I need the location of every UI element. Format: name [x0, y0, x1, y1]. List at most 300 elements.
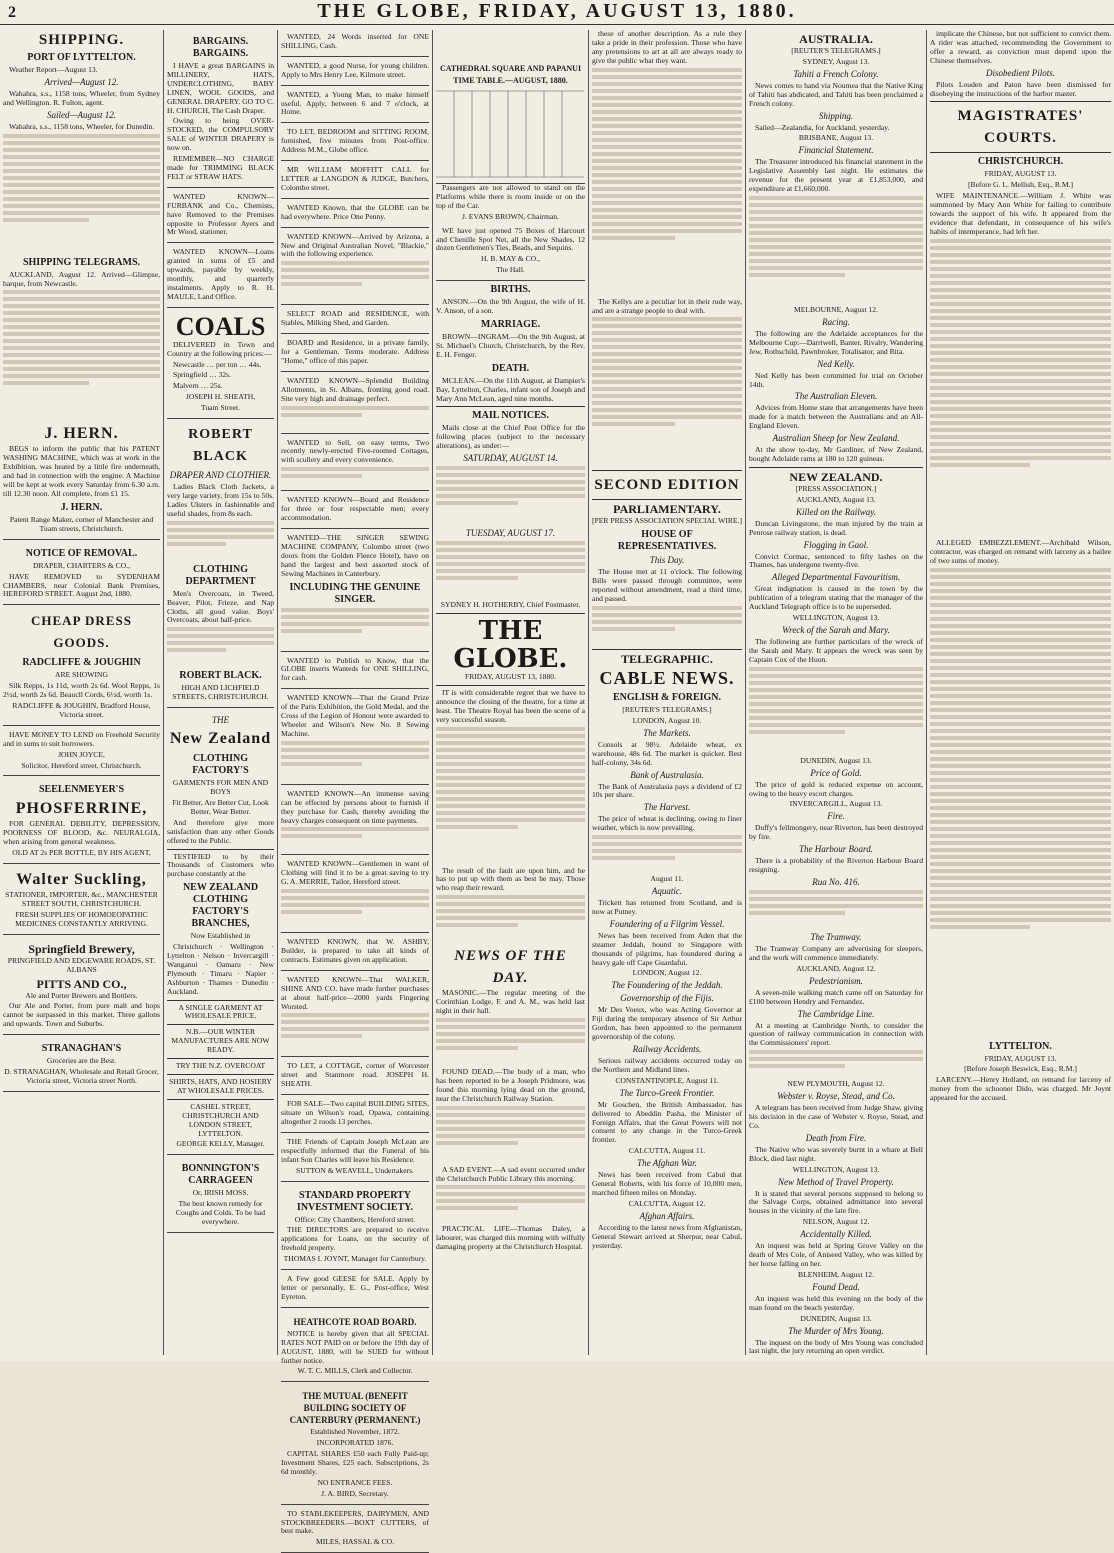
phosferrine-text: FOR GENERAL DEBILITY, DEPRESSION, POORNESS OF BLOOD, &c. NEURALGIA, when arising from general weakness. [3, 819, 160, 847]
wreck-heading: Wreck of the Sarah and Mary. [782, 625, 890, 635]
divider [167, 1074, 274, 1075]
wanted-text: WANTED KNOWN—That the Grand Prize of the Paris Exhibition, the Gold Medal, and the Cross of the Legion of Honour were awarded to Wheeler and Wilson's New No. 8 Sewing Machine. [281, 693, 429, 738]
wanted-text-block [281, 1013, 429, 1053]
coals-name: JOSEPH H. SHEATH, [185, 392, 256, 402]
turco-text: Mr Goschen, the British Ambassador, has delivered to Abeddin Pasha, the Minister of Foreign Affairs, that the Great Powers will not consent to any change in the Turco-Greek frontier. [592, 1099, 742, 1145]
wanted-text: WANTED KNOWN, that W. ASHBY, Builder, is prepared to take all kinds of contracts. Estimates given on application. [281, 937, 429, 964]
cambridge-heading: The Cambridge Line. [797, 1008, 875, 1019]
bonnington-sub: Or, IRISH MOSS. [192, 1188, 249, 1198]
wanted-ad [167, 190, 274, 244]
killed-text: Duncan Livingstone, the man injured by the train at Penrose railway station, is dead. [749, 518, 923, 537]
hern-heading: J. HERN. [44, 425, 119, 443]
money-name: JOHN JOYCE, [58, 749, 105, 759]
pilgrim-heading: Foundering of a Filgrim Vessel. [609, 918, 725, 929]
wanted-text: WANTED KNOWN—Splendid Building Allotments, in St. Albans, fronting good road. Site very high and drainage perfect. [281, 375, 429, 403]
divider [167, 1058, 274, 1059]
funeral-ad [281, 1135, 429, 1182]
suckling-sub: STATIONER, IMPORTER, &c., MANCHESTER STREET SOUTH, CHRISTCHURCH. [5, 890, 158, 908]
coals-ad [167, 310, 274, 419]
found-text: An inquest was held this evening on the body of the man found on the beach yesterday. [749, 1293, 923, 1312]
nz-sub: CLOTHING FACTORY'S [192, 753, 249, 777]
news-text: FOUND DEAD.—The body of a man, who has been reported to be a Joseph Pridmore, was found this morning lying dead on the ground, near the Christchurch Railway Station. [436, 1067, 585, 1103]
murder-text: The inquest on the body of Mrs Young was concluded last night, the jury returning an open verdict. [749, 1337, 923, 1356]
alleged-heading: Alleged Departmental Favouritism. [771, 572, 901, 583]
nz-testified: TESTIFIED to by their Thousands of Customers who purchase constantly at the [167, 851, 274, 879]
house-day: This Day. [649, 555, 685, 566]
wanted-text: WANTED KNOWN—Loans granted in sums of £5 and upwards, payable by weekly, monthly, and quarterly instalments. Apply to R. H. MAULE, Land Office. [167, 247, 274, 301]
dateline: NELSON, August 12. [802, 1217, 870, 1227]
news-text-block [436, 1185, 585, 1225]
cashel-text: CASHEL STREET, CHRISTCHURCH AND LONDON STREET, LYTTELTON. [182, 1101, 259, 1138]
rua-text-block [749, 890, 923, 930]
house-heading: HOUSE OF REPRESENTATIVES. [617, 529, 717, 553]
fire-text: Duffy's fellmongery, near Riverton, has been destroyed by fire. [749, 823, 923, 842]
dairy-text: TO STABLEKEEPERS, DAIRYMEN, AND STOCKBREEDERS.—BOXT CUTTERS, of best make. [281, 1508, 429, 1536]
wanted-ad [281, 201, 429, 228]
stranaghan-heading: STRANAGHAN'S [41, 1043, 122, 1055]
divider [930, 152, 1111, 153]
press-note: [PRESS ASSOCIATION.] [795, 483, 877, 493]
article-text-block [592, 68, 742, 298]
wanted-ad [281, 336, 429, 372]
funeral-text: THE Friends of Captain Joseph McLean are respectfully informed that the Funeral of his infant Son Charles will leave his Residence. [281, 1136, 429, 1164]
flogging-heading: Flogging in Gaol. [803, 539, 869, 550]
magistrates-heading: MAGISTRATES' COURTS. [957, 108, 1084, 147]
sailed-heading: Sailed—August 12. [47, 109, 116, 120]
hern-heading-2: J. HERN. [60, 501, 103, 513]
kelly-heading: Ned Kelly. [817, 358, 855, 369]
reuter-note: [REUTER'S TELEGRAMS.] [791, 46, 881, 55]
reuter-note: [REUTER'S TELEGRAMS.] [622, 704, 712, 714]
bargains-text: I HAVE a great BARGAINS in MILLINERY, HATS, UNDERCLOTHING, BABY LINEN, WOOL GOODS, and GENERAL DRAPERY. GO TO C. H. CHURCH, The Cash Draper. [167, 61, 274, 115]
death-text: MCLEAN.—On the 11th August, at Dampier's Bay, Lyttelton, Charles, infant son of Joseph and Mary Ann McLean, aged nine months. [436, 375, 585, 403]
singer-heading: INCLUDING THE GENUINE SINGER. [289, 581, 421, 605]
wanted-text: TO LET, a COTTAGE, corner of Worcester street and Stanmore road. JOSEPH H. SHEATH. [281, 1061, 429, 1089]
wanted-ad [281, 59, 429, 86]
shipping-text: Sailed—Zealandia, for Auckland, yesterday. [755, 122, 890, 132]
coals-text: DELIVERED in Town and Country at the following prices:— [167, 339, 274, 358]
hern-ad [3, 420, 160, 539]
afghan-text: News has been received from Cabul that General Roberts, with his force of 10,000 men, marched fifteen miles on Monday. [592, 1170, 742, 1197]
seelenmeyer-heading: SEELENMEYER'S [38, 784, 125, 796]
markets-text: Consols at 98½. Adelaide wheat, ex warehouse, 48s 6d. The market is quicker. Best half-colony, 34s 6d. [592, 739, 742, 767]
method-text: It is stated that several persons supposed to belong to the Salvage Corps, obtained admittance into several houses in the vicinity of the late fire. [749, 1188, 923, 1216]
eleven-heading: The Australian Eleven. [794, 391, 878, 402]
tramway-text: The Tramway Company are advertising for sleepers, and the work will commence immediately. [749, 943, 923, 962]
wanted-text-block [281, 467, 429, 487]
wanted-text: WANTED KNOWN—Arrived by Arizona, a New and Original Australian Novel, "Blackie," with the following experience. [281, 231, 429, 259]
news-heading: NEWS OF THE DAY. [454, 948, 567, 987]
wanted-ad [281, 163, 429, 199]
court-text-block [930, 239, 1111, 539]
page-number: 2 [8, 4, 16, 21]
financial-heading: Financial Statement. [798, 145, 874, 156]
accident-text: An inquest was held at Spring Grove Valley on the death of Mrs Cole, of Aniseed Valley, who was killed by her horse falling on her. [749, 1241, 923, 1268]
clothing-heading: CLOTHING DEPARTMENT [185, 563, 256, 587]
dateline: LONDON, August 12. [632, 968, 702, 978]
dateline: WELLINGTON, August 13. [792, 613, 880, 623]
society-text: THE DIRECTORS are prepared to receive applications for Loans, on the security of freehold property. [281, 1225, 429, 1253]
wanted-ad [281, 125, 429, 161]
wanted-text: WANTED KNOWN—An immense saving can be effected by persons about to furnish if they purchase for Cash, thereby avoiding the heavy charges consequent on time payments. [281, 788, 429, 825]
shipping-heading: Shipping. [818, 110, 854, 121]
wanted-text: WANTED to Publish to Know, that the GLOBE inserts Wanteds for ONE SHILLING, for cash. [281, 655, 429, 683]
wanted-ad [281, 436, 429, 492]
wanted-text: WANTED KNOWN—Gentlemen in want of Clothing will find it to be a great saving to try G. A. MERRIE, Tailor, Hereford street. [281, 859, 429, 887]
money-ad [3, 728, 160, 777]
column-2 [164, 30, 277, 1355]
dateline: BLENHEIM, August 12. [798, 1269, 874, 1279]
suckling-text: FRESH SUPPLIES OF HOMOEOPATHIC MEDICINES CONSTANTLY ARRIVING. [15, 909, 148, 928]
hall-ad [436, 224, 585, 282]
divider [930, 101, 1111, 102]
mutual-text: CAPITAL SHARES £50 each Fully Paid-up; Investment Shares, £25 each. Subscriptions, 2s 6d monthly. [281, 1449, 429, 1476]
eleven-text: Advices from Home state that arrangements have been made for a match between the Australians and an All-England Eleven. [749, 403, 923, 431]
removal-ad [3, 542, 160, 606]
murder-heading: The Murder of Mrs Young. [788, 1325, 884, 1336]
society-address: Office: City Chambers, Hereford street. [294, 1214, 416, 1224]
wanted-ad [281, 230, 429, 306]
divider [592, 649, 742, 650]
new-zealand-heading: NEW ZEALAND. [789, 469, 883, 484]
racing-text: The following are the Adelaide acceptances for the Melbourne Cup:—Darriwell, Banter, Rivalry, Wandering Jew, Rothschild, Pawnbroker, Totalisator, and Rita. [749, 328, 923, 356]
wanted-text-block [281, 406, 429, 430]
column-7 [927, 30, 1114, 1355]
manager-text: GEORGE KELLY, Manager. [176, 1139, 265, 1149]
phosferrine-heading: PHOSFERRINE, [15, 800, 148, 818]
black-ad [167, 421, 274, 708]
black-text-block [167, 521, 274, 561]
telegrams-heading: SHIPPING TELEGRAMS. [22, 256, 141, 268]
radcliffe-heading: RADCLIFFE & JOUGHIN [22, 657, 141, 669]
births-text: ANSON.—On the 9th August, the wife of H. V. Anson, of a son. [436, 297, 585, 316]
cambridge-text-block [749, 1050, 923, 1080]
brewery-sub: PRINGFIELD AND EDGEWARE ROADS, ST. ALBANS [7, 955, 156, 974]
leader-text: The result of the fault are upon him, and he has to put up with them as best he may. Those who reap their reward. [436, 865, 585, 893]
parliamentary-heading: PARLIAMENTARY. [613, 502, 721, 517]
death-fire-heading: Death from Fire. [805, 1132, 867, 1143]
cambridge-text: At a meeting at Cambridge North, to consider the question of railway communication in connection with the Commissioners' report. [749, 1020, 923, 1048]
harvest-text-block [592, 835, 742, 875]
time-table-grid [436, 89, 584, 179]
sheep-heading: Australian Sheep for New Zealand. [772, 433, 900, 444]
gold-text: The price of gold is reduced expense on account, owing to the heavy escort charges. [749, 779, 923, 798]
single-heading: A SINGLE GARMENT AT WHOLESALE PRICE. [178, 1002, 263, 1021]
news-text-block [436, 1106, 585, 1166]
wanted-ad [167, 245, 274, 307]
telegrams-text: AUCKLAND, August 12. Arrived—Glimpse, barque, from Newcastle. [3, 269, 160, 288]
court-text: WIFE MAINTENANCE.—William J. White was summoned by Mary Ann White for failing to contribute towards the support of his wife. It appeared from the evidence that defendant, in consequence of his wife's habits of intemperance, had left her. [930, 191, 1111, 236]
wanted-ad [281, 531, 429, 652]
coals-heading: COALS [175, 311, 266, 341]
wanted-text: WANTED, a Young Man, to make himself useful. Apply, between 6 and 7 o'clock, at Home. [281, 89, 429, 117]
mail-tuesday: TUESDAY, AUGUST 17. [465, 528, 556, 539]
radcliffe-address: RADCLIFFE & JOUGHIN, Bradford House, Victoria street. [12, 701, 151, 719]
mail-signature: SYDNEY H. HOTHERBY, Chief Postmaster. [440, 600, 581, 610]
aquatic-heading: Aquatic. [651, 886, 683, 897]
wanted-text-block [281, 889, 429, 929]
article-text: these of another description. As a rule they take a pride in their profession. Those who have any pretensions to art at all are always ready to give the public what they want. [592, 29, 742, 65]
heathcote-clerk: W. T. C. MILLS, Clerk and Collector. [297, 1366, 413, 1376]
time-table-title: CATHEDRAL SQUARE AND PAPANUI TIME TABLE.—AUGUST, 1880. [439, 64, 582, 85]
financial-text-block [749, 196, 923, 306]
dateline: August 11. [650, 874, 684, 884]
heathcote-ad [281, 1310, 429, 1383]
nz-the: THE [211, 715, 229, 726]
court-text: LARCENY.—Henry Holland, on remand for larceny of money from the schooner Dido, was charged. Mr Joynt appeared for the accused. [930, 1075, 1111, 1103]
dateline: CALCUTTA, August 12. [628, 1198, 706, 1208]
births-heading: BIRTHS. [490, 284, 531, 296]
marriage-text: BROWN—INGRAM.—On the 9th August, at St. Michael's Church, Christchurch, by the Rev. E. H. Fenger. [436, 331, 585, 359]
weather-report: Weather Report—August 13. [9, 65, 98, 74]
fiji-heading: Governorship of the Fijis. [620, 993, 714, 1004]
hall-text: WE have just opened 75 Boxes of Harcourt and Chenille Spot Net, all the New Shades, 12 dozen Gentlemen's Ties, Beads, and Sequins. [436, 225, 585, 253]
found-heading: Found Dead. [812, 1281, 860, 1292]
time-table-signature: J. EVANS BROWN, Chairman. [462, 211, 559, 221]
brewery-heading: Springfield Brewery, [28, 941, 135, 956]
dateline: DUNEDIN, August 13. [800, 755, 872, 765]
telegrams-text-block [3, 290, 160, 420]
nz-clothing-ad [167, 710, 274, 1155]
heathcote-heading: HEATHCOTE ROAD BOARD. [293, 1316, 417, 1327]
phosferrine-price: OLD AT 2s PER BOTTLE, BY HIS AGENT, [12, 848, 151, 858]
divider [436, 685, 585, 686]
wanted-text: MR WILLIAM MOFFITT CALL for LETTER at LANGDON & JUDGE, Butchers, Colombo street. [281, 165, 429, 192]
dateline: BRISBANE, August 13. [798, 133, 874, 143]
heathcote-text: NOTICE is hereby given that all SPECIAL RATES NOT PAID on or before the 19th day of AUGUST, 1880, will be SUED for without further notice. [281, 1328, 429, 1365]
dateline: CALCUTTA, August 11. [628, 1146, 706, 1156]
news-text: A SAD EVENT.—A sad event occurred under the Christchurch Public Library this morning. [436, 1164, 585, 1183]
dateline: AUCKLAND, August 12. [796, 963, 876, 973]
bonnington-ad [167, 1157, 274, 1233]
wanted-text: WANTED KNOWN—FURBANK and Co., Chemists, have Removed to the Premises opposite to Professor Ayers and Mr Wood, stationer. [167, 191, 274, 237]
coal-price: Malvern … 25s. [173, 381, 223, 391]
black-text: Ladies Black Cloth Jackets, a very large variety, from 15s to 50s. Ladies Ulsters in fashionable and useful shades, from 8s each. [167, 482, 274, 518]
mail-text: Mails close at the Chief Post Office for the following places (subject to the necessary alterations), as under:— [436, 423, 585, 451]
cheap-heading: CHEAP DRESS GOODS. [31, 613, 132, 651]
webster-text: A telegram has been received from Judge Shaw, giving his decision in the case of Webster v. Royse, Stead, and Co. [749, 1103, 923, 1130]
dateline: MELBOURNE, August 12. [794, 304, 878, 314]
dateline: INVERCARGILL, August 13. [789, 799, 883, 809]
aquatic-text: Trickett has returned from Scotland, and is now at Putney. [592, 898, 742, 916]
mutual-ad [281, 1384, 429, 1504]
hern-text: BEGS to inform the public that his PATENT WASHING MACHINE, which was at work in the Exhibition, was heated by a little fire underneath, and had in connection with the engine. A Machine will be kept at work every Saturday from 6.30 a.m. till 12.30 noon. All complete, from £1 15. [3, 444, 160, 498]
wanted-text: WANTED KNOWN—Board and Residence for three or four respectable men; every accommodation. [281, 495, 429, 523]
money-address: Solicitor, Hereford street, Christchurch. [21, 760, 142, 770]
column-5 [589, 30, 745, 1355]
australia-heading: AUSTRALIA. [799, 32, 873, 46]
court-text: ALLEGED EMBEZZLEMENT.—Archibald Wilson, contractor, was charged on remand with larceny as a bailee of two sums of money. [930, 537, 1111, 565]
globe-date: FRIDAY, AUGUST 13, 1880. [464, 672, 556, 682]
divider [749, 467, 923, 468]
dateline: NEW PLYMOUTH, August 12. [787, 1079, 885, 1089]
afghan2-heading: Afghan Affairs. [639, 1210, 695, 1221]
society-secretary: THOMAS I. JOYNT, Manager for Canterbury. [283, 1254, 427, 1264]
removal-text: HAVE REMOVED to SYDENHAM CHAMBERS, near Colonial Bank Premises, HEREFORD STREET. August 2nd, 1880. [3, 571, 160, 599]
dateline: WELLINGTON, August 13. [792, 1164, 880, 1174]
geese-ad [281, 1272, 429, 1308]
shirts-text: SHIRTS, HATS, AND HOSIERY AT WHOLESALE PRICES. [169, 1077, 272, 1095]
news-text: PRACTICAL LIFE—Thomas Daley, a labourer, was charged this morning with wilfully damaging property at the Christchurch Hospital. [436, 1224, 585, 1252]
stranaghan-address: D. STRANAGHAN, Wholesale and Retail Grocer, Victoria street, Victoria street North. [4, 1067, 159, 1085]
wanted-text-block [281, 741, 429, 781]
column-6 [746, 30, 926, 1355]
mutual-incorporated: INCORPORATED 1876. [316, 1438, 394, 1448]
column-4 [433, 30, 588, 1355]
dateline: SYDNEY, August 13. [802, 56, 870, 66]
wanted-text-block [281, 608, 429, 648]
divider [167, 849, 274, 850]
lyttelton-date: FRIDAY, AUGUST 13. [984, 1053, 1057, 1063]
tahiti-heading: Tahiti a French Colony. [793, 68, 879, 79]
clothing-text: Men's Overcoats, in Tweed, Beaver, Pilot, Frieze, and Nap Cloths, all good value. Boys' Overcoats, about half-price. [167, 588, 274, 625]
wreck-text: The following are further particulars of the wreck of the Sarah and Mary. It appears the wreck was seen by Captain Cox of the Huon. [749, 637, 923, 664]
rua-heading: Rua No. 416. [812, 876, 860, 887]
wanted-ad [281, 88, 429, 124]
radcliffe-items: Silk Repps, 1s 11d, worth 2s 6d. Wool Repps, 1s 2½d, worth 2s 6d. Beaucll Cords, 6½d, worth 1s. [3, 681, 160, 700]
masthead [0, 0, 1114, 25]
divider [592, 470, 742, 471]
turco-heading: The Turco-Greek Frontier. [619, 1087, 715, 1098]
method-heading: New Method of Travel Property. [778, 1176, 894, 1187]
shipping-text-block [3, 134, 160, 254]
wanted-ad [281, 1059, 429, 1095]
dateline: DUNEDIN, August 13. [800, 1313, 872, 1323]
wanted-ad [281, 654, 429, 690]
wanted-ad [281, 691, 429, 785]
house-text-block [592, 606, 742, 646]
dateline: AUCKLAND, August 13. [796, 494, 876, 504]
wanted-text: TO LET, BEDROOM and SITTING ROOM, furnished, five minutes from Post-office. Address M.M., Globe office. [281, 127, 429, 155]
dairy-ad [281, 1507, 429, 1553]
death-heading: DEATH. [491, 362, 530, 374]
cable-sub: ENGLISH & FOREIGN. [612, 691, 722, 703]
leader-text-block [436, 727, 585, 867]
time-table [436, 33, 585, 184]
wanted-ad [281, 935, 429, 971]
funeral-name: SUTTON & WEAVELL, Undertakers. [296, 1165, 414, 1175]
wanted-ad [281, 374, 429, 434]
clothing-text-block [167, 627, 274, 667]
nz-branch-sub: Now Established in [190, 931, 251, 941]
dairy-name: MILES, HASSAL & CO. [316, 1537, 394, 1547]
cable-heading: CABLE NEWS. [599, 667, 735, 688]
divider [592, 499, 742, 500]
mail-text-block [436, 541, 585, 601]
removal-heading: NOTICE OF REMOVAL. [25, 547, 138, 559]
wanted-text-block [281, 261, 429, 301]
remember-text: REMEMBER—NO CHARGE made for TRIMMING BLACK FELT or STRAW HATS. [167, 154, 274, 181]
nz-fit: Fit Better, Are Better Cut, Look Better, Wear Better. [172, 797, 269, 816]
wanted-text: WANTED KNOWN—That WALKER, SHINE AND CO. have made further purchases at about half-price—2000 yards Fingering Worsted. [281, 974, 429, 1011]
wreck-text-block [749, 667, 923, 757]
wanted-ad [281, 787, 429, 856]
news-text-block [436, 1018, 585, 1068]
article-text: The Kellys are a peculiar lot in their rude way, and are a strange people to deal with. [592, 296, 742, 315]
wanted-text: WANTED, 24 Words inserted for ONE SHILLING, Cash. [281, 32, 429, 50]
wanted-text: WANTED to Sell, on easy terms, Two recently newly-erected Five-roomed Cottages, with scullery and every convenience. [281, 437, 429, 465]
harbour-heading: The Harbour Board. [799, 844, 873, 855]
column-1 [0, 30, 163, 1355]
port-heading: PORT OF LYTTELTON. [27, 52, 136, 63]
article-text: implicate the Chinese, but not sufficient to convict them. A rider was attached, recommending the Government to offer a reward, as conviction must depend upon the Chinese themselves. [930, 29, 1111, 65]
arrived-text: Wahahra, s.s., 1158 tons, Wheeler, from Sydney and Wellington. R. Fulton, agent. [3, 88, 160, 107]
christchurch-before: [Before G. L. Mellish, Esq., R.M.] [967, 180, 1074, 190]
stranaghan-ad [3, 1037, 160, 1092]
wanted-ad [281, 857, 429, 933]
bank-text: The Bank of Australasia pays a dividend of £2 10s per share. [592, 781, 742, 800]
sailed-text: Wahahra, s.s., 1158 tons, Wheeler, for Dunedin. [9, 121, 155, 131]
coals-address: Tuam Street. [201, 403, 240, 413]
nb-text: N.B.—OUR WINTER MANUFACTURES ARE NOW READY. [171, 1027, 270, 1055]
phosferrine-ad [3, 778, 160, 864]
pilots-heading: Disobedient Pilots. [986, 67, 1055, 78]
dateline: LONDON, August 10. [632, 715, 702, 725]
telegraphic-heading: TELEGRAPHIC. [621, 651, 713, 666]
tahiti-text: News comes to hand via Noumea that the Native King of Tahiti has abdicated, and Tahiti has been proclaimed a French colony. [749, 80, 923, 108]
mutual-secretary: J. A. BIRD, Secretary. [321, 1488, 389, 1498]
jeddah-heading: The Foundering of the Jeddah. [611, 980, 723, 991]
mutual-entrance: NO ENTRANCE FEES. [317, 1477, 393, 1487]
marriage-heading: MARRIAGE. [480, 318, 541, 330]
bargains-ad [167, 30, 274, 188]
wanted-text-block [281, 827, 429, 851]
death-fire-text: The Native who was severely burnt in a whare at Bell Block, died last night. [749, 1144, 923, 1163]
geese-text: A Few good GEESE for SALE. Apply by letter or personally, E. G., Post-office, West Eyreton. [281, 1274, 429, 1301]
pitts-heading: PITTS AND CO., [36, 976, 127, 991]
mail-heading: MAIL NOTICES. [472, 410, 549, 422]
christchurch-date: FRIDAY, AUGUST 13. [984, 169, 1057, 179]
railway-heading: Railway Accidents. [632, 1044, 702, 1054]
mail-saturday: SATURDAY, AUGUST 14. [463, 453, 558, 464]
harbour-text: There is a probability of the Riverton Harbour Board resigning. [749, 856, 923, 875]
second-edition-heading: SECOND EDITION [594, 477, 740, 494]
hern-sub: Patent Range Maker, corner of Manchester and Tuam streets, Christchurch. [9, 514, 154, 533]
pitts-sub: Ale and Porter Brewers and Bottlers. [25, 990, 138, 1000]
coal-price: Springfield … 32s. [173, 370, 232, 380]
society-heading: STANDARD PROPERTY INVESTMENT SOCIETY. [296, 1189, 414, 1213]
suckling-ad [3, 866, 160, 935]
black-name: ROBERT BLACK. [179, 670, 262, 682]
wanted-ad [281, 30, 429, 57]
railway-text: Serious railway accidents occurred today on the Northern and Midland lines. [592, 1056, 742, 1074]
wanted-ad [281, 973, 429, 1058]
brewery-ad [3, 937, 160, 1035]
news-text: MASONIC.—The regular meeting of the Corinthian Lodge, F. and A. M., was held last night in their hall. [436, 988, 585, 1016]
nz-towns: Christchurch · Wellington · Lyttelton · Nelson · Invercargill · Wanganui · Oamaru · New Plymouth · Timaru · Napier · Ashburton · Thames · Dunedin · Auckland. [167, 942, 274, 996]
column-3 [278, 30, 432, 1547]
divider [436, 613, 585, 614]
wanted-text: SELECT ROAD and RESIDENCE, with Stables, Milking Shed, and Garden. [281, 309, 429, 328]
nz-heading: New Zealand [169, 730, 272, 748]
afghan2-text: According to the latest news from Afghanistan, General Stewart arrived at Sherpur, near Cabul, yesterday. [592, 1222, 742, 1250]
leader-text-block [436, 895, 585, 945]
arrived-heading: Arrived—August 12. [44, 76, 119, 87]
mutual-established: Established November, 1872. [310, 1427, 400, 1437]
pedestrianism-text: A seven-mile walking match came off on Saturday for £100 between Hendry and Fernandez. [749, 987, 923, 1006]
harvest-text: The price of wheat is declining, owing to finer weather, which is now prevailing. [592, 814, 742, 833]
wanted-ad [281, 1097, 429, 1133]
fiji-text: Mr Des Voeux, who was Acting Governor at Fiji during the temporary absence of Sir Arthur Gordon, has been appointed to the permanent governorship of the colony. [592, 1005, 742, 1042]
wanted-text: WANTED Known, that the GLOBE can be had everywhere. Price One Penny. [281, 202, 429, 221]
coal-price: Newcastle … per ton … 44s. [173, 359, 262, 369]
pilots-text: Pilots Louden and Paton have been dismissed for disobeying the instructions of the harbor master. [930, 79, 1111, 98]
divider [436, 406, 585, 407]
society-ad [281, 1184, 429, 1271]
flogging-text: Convict Cormac, sentenced to fifty lashes on the Thames, has undergone twenty-five. [749, 551, 923, 570]
suckling-heading: Walter Suckling, [16, 871, 147, 889]
divider [167, 1000, 274, 1001]
